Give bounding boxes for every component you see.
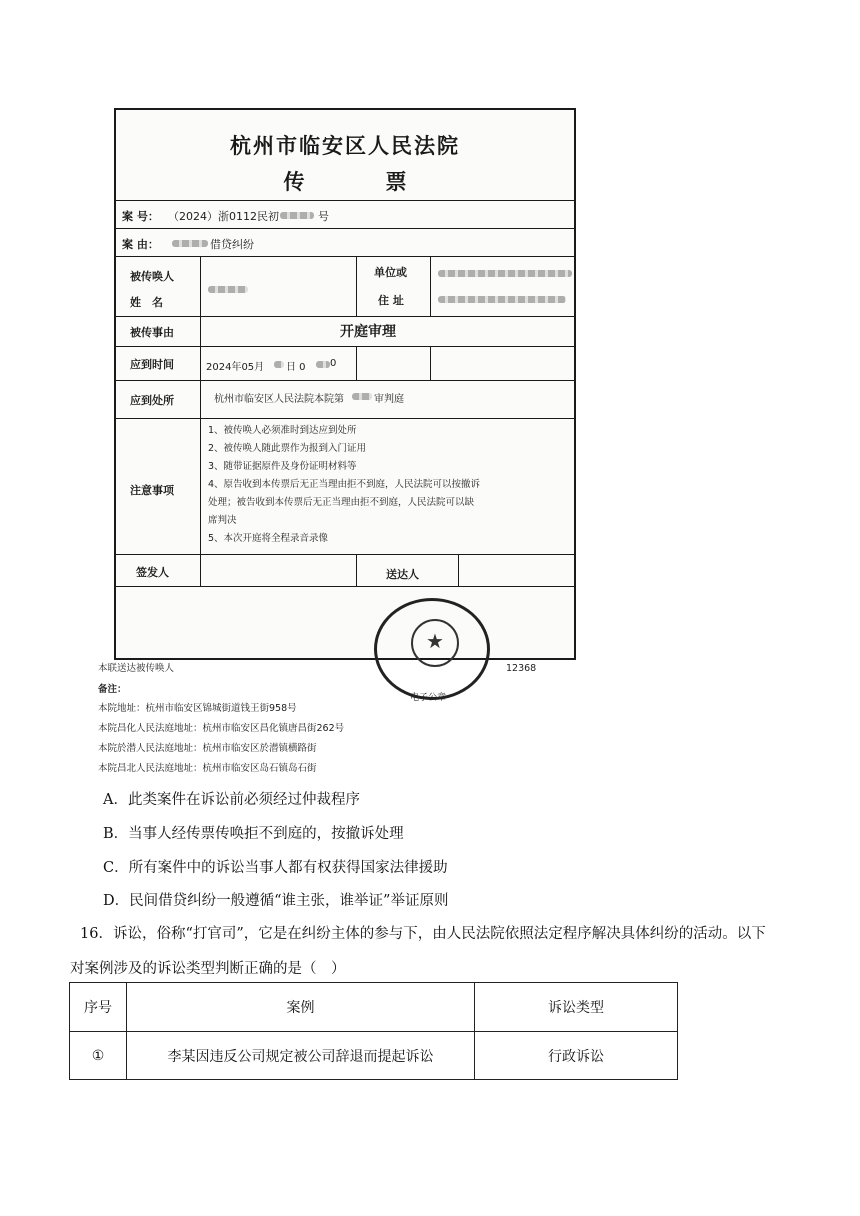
- notice-line: 席判决: [208, 515, 237, 526]
- time-value-c: 0: [330, 358, 337, 369]
- court-name: 杭州市临安区人民法院: [230, 133, 460, 158]
- issuer-label: 签发人: [136, 566, 169, 579]
- option-a: A．此类案件在诉讼前必须经过仲裁程序: [103, 792, 360, 808]
- summons-title: 传 票: [283, 169, 437, 194]
- summoned-name-label: 姓 名: [130, 296, 163, 309]
- notice-line: 5、本次开庭将全程录音录像: [208, 533, 329, 544]
- notice-line: 1、被传唤人必须准时到达应到处所: [208, 425, 357, 436]
- question-16-line-2: 对案例涉及的诉讼类型判断正确的是（ ）: [70, 961, 346, 977]
- place-label: 应到处所: [130, 394, 174, 407]
- question-16-line-1: 16．诉讼，俗称“打官司”，它是在纠纷主体的参与下，由人民法院依照法定程序解决具体纠纷的活动。以下: [80, 926, 766, 942]
- time-value-b: 日 0: [286, 362, 306, 373]
- unit-label: 单位或: [374, 266, 407, 279]
- address-label: 住 址: [378, 294, 404, 307]
- stamp-label: 电子公章: [410, 693, 447, 703]
- notice-line: 2、被传唤人随此票作为报到入门证用: [208, 443, 367, 454]
- delivery-note: 本联送达被传唤人: [98, 663, 175, 674]
- time-label: 应到时间: [130, 358, 174, 371]
- case-number-label: 案 号：: [122, 210, 159, 223]
- table-header-row: [70, 983, 678, 1032]
- table-cell: 行政诉讼: [475, 1032, 678, 1080]
- address-line: 本院昌北人民法庭地址：杭州市临安区岛石镇岛石街: [98, 763, 317, 774]
- redacted-mark: [280, 212, 314, 219]
- redacted-mark: [316, 361, 330, 368]
- emblem-icon: ★: [411, 619, 459, 667]
- place-value-b: 审判庭: [374, 394, 404, 405]
- reason-label: 被传事由: [130, 326, 174, 339]
- reason-value: 开庭审理: [340, 324, 396, 340]
- redacted-mark: [352, 393, 372, 400]
- cause-label: 案 由：: [122, 238, 159, 251]
- notice-line: 3、随带证据原件及身份证明材料等: [208, 461, 357, 472]
- option-b: B．当事人经传票传唤拒不到庭的，按撤诉处理: [103, 826, 404, 842]
- redacted-mark: [172, 240, 208, 247]
- case-number-value: （2024）浙0112民初: [168, 210, 279, 223]
- redacted-mark: [274, 361, 284, 368]
- server-label: 送达人: [386, 568, 419, 581]
- time-value-a: 2024年05月: [206, 362, 265, 373]
- notes-label: 注意事项: [130, 484, 174, 497]
- place-value-a: 杭州市临安区人民法院本院第: [214, 394, 344, 405]
- case-type-table: [69, 982, 678, 1080]
- summoned-person-label: 被传唤人: [130, 270, 174, 283]
- address-line: 本院地址：杭州市临安区锦城街道钱王街958号: [98, 703, 297, 714]
- redacted-mark: [438, 296, 566, 303]
- table-cell: 李某因违反公司规定被公司辞退而提起诉讼: [127, 1032, 475, 1080]
- option-c: C．所有案件中的诉讼当事人都有权获得国家法律援助: [103, 860, 448, 876]
- address-line: 本院於潜人民法庭地址：杭州市临安区於潜镇横路街: [98, 743, 317, 754]
- table-header: 诉讼类型: [475, 983, 678, 1032]
- notice-line: 处理；被告收到本传票后无正当理由拒不到庭，人民法院可以缺: [208, 497, 475, 508]
- table-row: [70, 1032, 678, 1080]
- case-number-suffix: 号: [318, 210, 329, 223]
- table-header: 案例: [127, 983, 475, 1032]
- option-d: D．民间借贷纠纷一般遵循“谁主张，谁举证”举证原则: [103, 893, 449, 909]
- redacted-mark: [208, 286, 248, 293]
- stamp-number: 12368: [506, 663, 537, 674]
- table-cell: ①: [70, 1032, 127, 1080]
- table-header: 序号: [70, 983, 127, 1032]
- address-line: 本院昌化人民法庭地址：杭州市临安区昌化镇唐昌街262号: [98, 723, 345, 734]
- court-seal-stamp: [374, 598, 490, 700]
- notice-line: 4、原告收到本传票后无正当理由拒不到庭，人民法院可以按撤诉: [208, 479, 481, 490]
- redacted-mark: [438, 270, 572, 277]
- cause-value: 借贷纠纷: [210, 238, 254, 251]
- remarks-label: 备注：: [98, 684, 127, 695]
